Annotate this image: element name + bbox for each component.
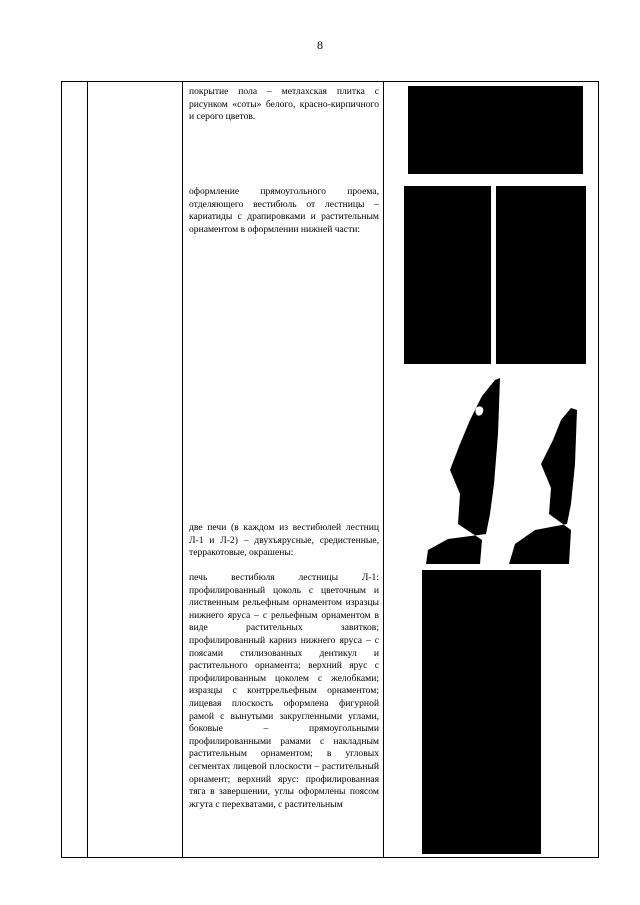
- caryatid-photo-right: [496, 186, 586, 364]
- caryatid-detail-photo-left: [420, 374, 510, 574]
- caryatid-detail-photo-right: [505, 404, 581, 574]
- floor-tile-photo: [408, 86, 583, 174]
- column-divider-2: [182, 82, 183, 857]
- caryatid-photo-left: [404, 186, 491, 364]
- stoves-text: две печи (в каждом из вестибюлей лестниц Л-1 и Л-2) – двухъярусные, средистенные, терракотовые, окрашены:: [189, 522, 379, 559]
- stove-l1-description-text: печь вестибюля лестницы Л-1: профилированный цоколь с цветочным и лиственным рельефным орнаментом изразцы нижнего яруса – с рельефным орнаментом в виде растительных завитков; профилированный карниз нижнего яруса – с поясами стилизованных дентикул и растительного орнамента; верхний ярус с профилированным цоколем с желобками; изразцы с контррельефным орнаментом; лицевая плоскость оформлена фигурной рамой с вынутыми закругленными углами, боковые – прямоугольными профилированными рамами с накладным растительным орнаментом; в угловых сегментах лицевой плоскости – растительный орнамент; верхний ярус: профилированная тяга в завершении, углы оформлены поясом жгута с перехватами, с растительным: [189, 572, 379, 810]
- column-divider-3: [383, 82, 384, 857]
- floor-covering-text: покрытие пола – метлахская плитка с рисунком «соты» белого, красно-кирпичного и серого цветов.: [189, 86, 379, 123]
- opening-description-text: оформление прямоугольного проема, отделяющего вестибюль от лестницы – кариатиды с драпировками и растительным орнаментом в оформлении нижней части:: [189, 186, 379, 235]
- stove-photo: [422, 570, 541, 854]
- column-divider-1: [87, 82, 88, 857]
- page-number: 8: [317, 38, 323, 52]
